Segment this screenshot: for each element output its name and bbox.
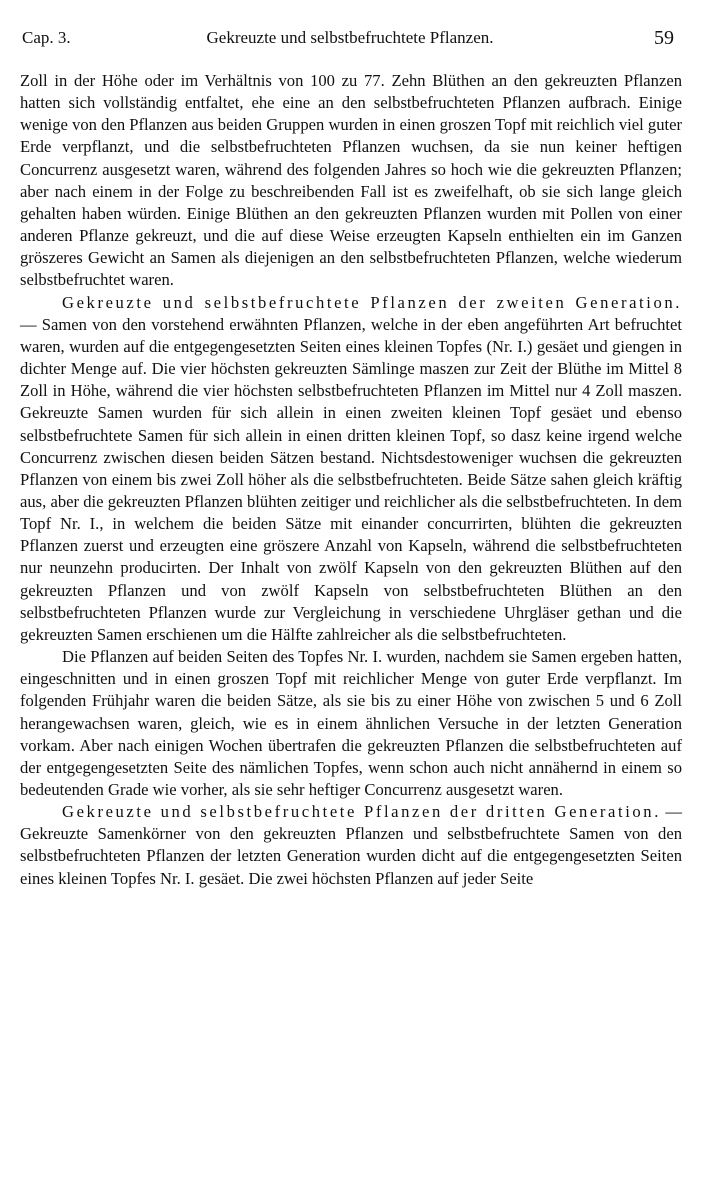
running-title: Gekreuzte und selbstbefruchtete Pflanzen. [206,28,494,47]
page-body [20,70,682,890]
paragraph-2 [20,292,682,647]
section-heading-third-generation: Gekreuzte und selbstbefruchtete Pflanzen der dritten Generation. [62,802,661,822]
paragraph-1 [20,70,682,292]
paragraph-4-text: — Gekreuzte Samenkörner von den gekreuzten Pflanzen und selbstbefruchtete Samen von den selbstbefruchteten Pflanzen der letzten Generation wurden dicht auf die entgegengesetzten Seiten eines kleinen Topfes Nr. I. gesäet. Die zwei höchsten Pflanzen auf jeder Seite [20,802,682,888]
paragraph-4 [20,801,682,890]
paragraph-3 [20,646,682,801]
paragraph-2-text: — Samen von den vorstehend erwähnten Pflanzen, welche in der eben angeführten Art befruchtet waren, wurden auf die entgegengesetzten Seiten eines kleinen Topfes (Nr. I.) gesäet und giengen in dichter Menge auf. Die vier höchsten gekreuzten Sämlinge maszen zur Zeit der Blüthe im Mittel 8 Zoll in Höhe, während die vier höchsten selbstbefruchteten Pflanzen im Mittel nur 4 Zoll maszen. Gekreuzte Samen wurden für sich allein in einen zweiten kleinen Topf gesäet und ebenso selbstbefruchtete Samen für sich allein in einen dritten kleinen Topf, so dasz keine irgend welche Concurrenz zwischen diesen beiden Sätzen bestand. Nichtsdestoweniger wuchsen die gekreuzten Pflanzen von einem bis zwei Zoll höher als die selbstbefruchteten. Beide Sätze sahen gleich kräftig aus, aber die gekreuzten Pflanzen blühten zeitiger und reichlicher als die selbstbefruchteten. In dem Topf Nr. I., in welchem die beiden Sätze mit einander concurrirten, blühten die gekreuzten Pflanzen zuerst und erzeugten eine gröszere Anzahl von Kapseln, während die selbstbefruchteten nur neunzehn producirten. Der Inhalt von zwölf Kapseln von den gekreuzten Blüthen auf den gekreuzten Pflanzen und von zwölf Kapseln von selbstbefruchteten Blüthen an den selbstbefruchteten Pflanzen wurde zur Vergleichung in verschiedene Uhrgläser gethan und die gekreuzten Samen erschienen um die Hälfte zahlreicher als die selbstbefruchteten. [20,314,682,644]
section-heading-second-generation: Gekreuzte und selbstbefruchtete Pflanzen der zweiten Generation. [62,292,682,312]
paragraph-3-text: Die Pflanzen auf beiden Seiten des Topfes Nr. I. wurden, nachdem sie Samen ergeben hatten, eingeschnitten und in einen groszen Topf mit reichlicher Menge von guter Erde verpflanzt. Im folgenden Frühjahr waren die beiden Sätze, als sie bis zu einer Höhe von zwischen 5 und 6 Zoll herangewachsen waren, gleich, wie es in einem ähnlichen Versuche in der letzten Generation vorkam. Aber nach einigen Wochen übertrafen die gekreuzten Pflanzen die selbstbefruchteten auf der entgegengesetzten Seite des nämlichen Topfes, wenn schon auch nicht annähernd in einem so bedeutenden Grade wie vorher, als sie sehr heftiger Concurrenz ausgesetzt waren. [20,647,682,799]
running-header [20,24,680,52]
paragraph-1-text: Zoll in der Höhe oder im Verhältnis von 100 zu 77. Zehn Blüthen an den gekreuzten Pflanzen hatten sich vollständig entfaltet, ehe eine an den selbstbefruchteten Pflanzen aufbrach. Einige wenige von den Pflanzen aus beiden Gruppen wurden in einen groszen Topf mit reichlich viel guter Erde verpflanzt, und die selbstbefruchteten Pflanzen wuchsen, da sie nun keiner heftigen Concurrenz ausgesetzt waren, während des folgenden Jahres so hoch wie die gekreuzten Pflanzen; aber nach einem in der Folge zu beschreibenden Fall ist es zweifelhaft, ob sie sich lange gleich gehalten haben würden. Einige Blüthen an den gekreuzten Pflanzen wurden mit Pollen von einer anderen Pflanze gekreuzt, und die auf diese Weise erzeugten Kapseln enthielten ein im Ganzen gröszeres Gewicht an Samen als diejenigen an den selbstbefruchteten Pflanzen, welche wiederum selbstbefruchtet waren. [20,71,682,290]
chapter-label: Cap. 3. [22,28,71,47]
page-number: 59 [654,27,674,49]
